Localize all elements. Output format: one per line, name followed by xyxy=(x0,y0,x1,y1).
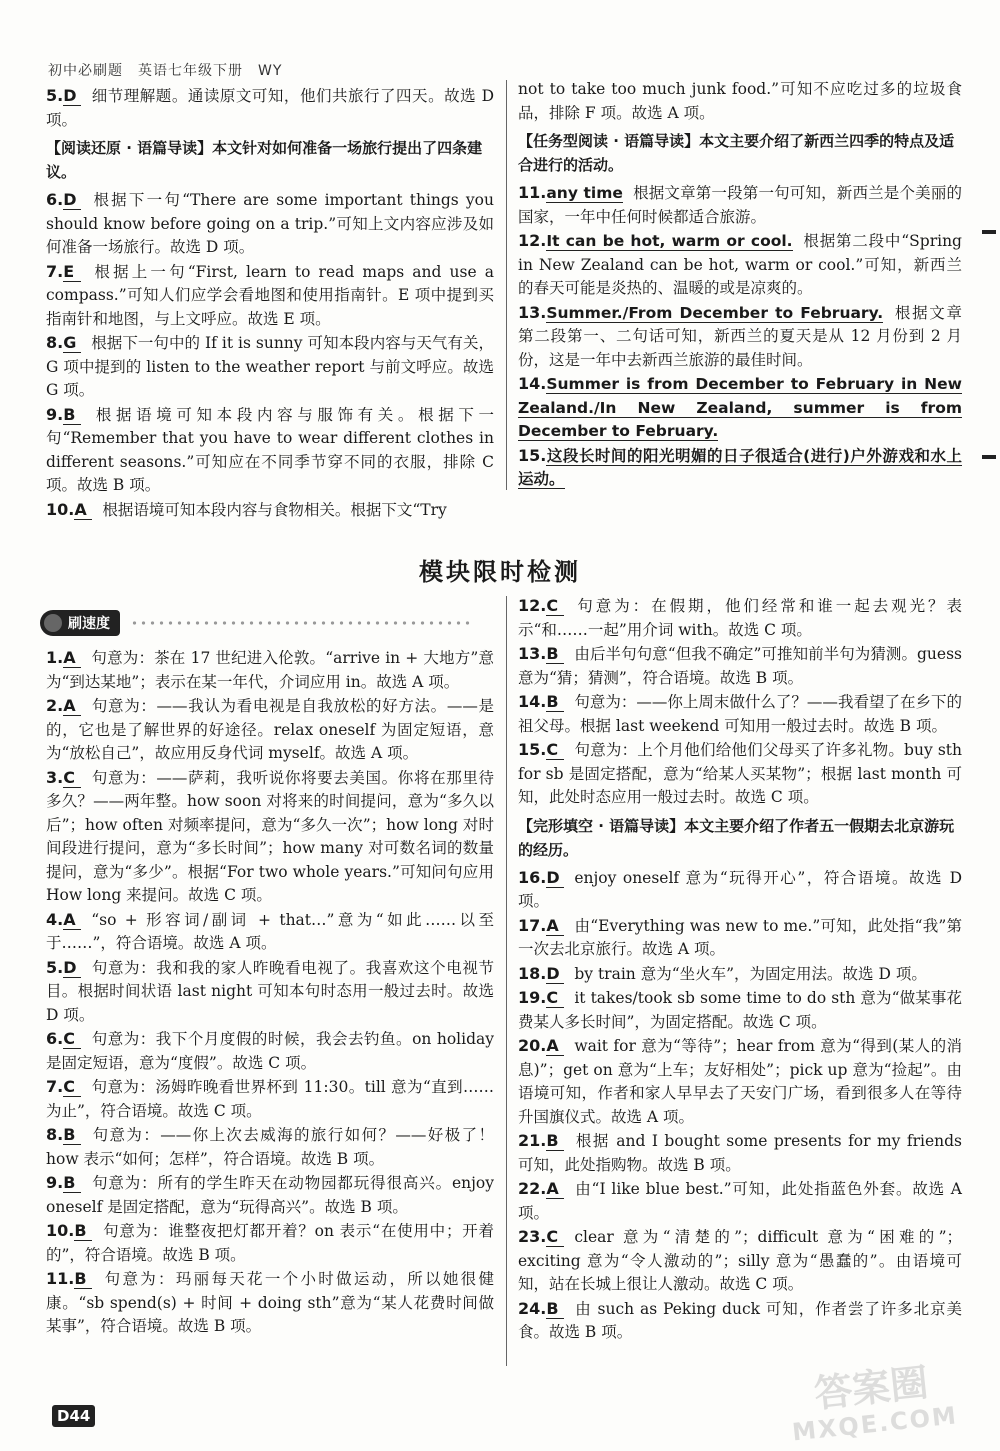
explanation-text: 细节理解题。通读原文可知，他们共旅行了四天。故选 D 项。 xyxy=(46,87,494,129)
explanation-text: 句意为：——我认为看电视是自我放松的好方法。——是的，它也是了解世界的好途径。relax oneself 为固定短语，意为“放松自己”，故应用反身代词 myself。故选 A 项。 xyxy=(46,697,494,762)
answer-item xyxy=(518,1129,962,1177)
question-number: 7. xyxy=(46,261,64,281)
answer-key: any time xyxy=(546,184,623,202)
explanation-text: 根据下一句“There are some important things you should know before going on a trip.”可知上文内容应涉及如何准备一场旅行。故选 D 项。 xyxy=(46,191,494,256)
explanation-text: 由 such as Peking duck 可知，作者尝了许多北京美食。故选 B 项。 xyxy=(518,1299,962,1341)
answer-item xyxy=(46,1123,494,1171)
explanation-text: 句意为：——萨莉，我听说你将要去美国。你将在那里待多久？——两年整。how soon 对将来的时间提问，意为“多久以后”；how often 对频率提问，意为“多久一次”；how long 对时间段进行提问，意为“多长时间”；how many 对可数名词的数量提问，意为“多少”。根据“For two whole years.”可知问句应用 How long 来提问。故选 C 项。 xyxy=(46,768,494,904)
explanation-text: wait for 意为“等待”；hear from 意为“得到(某人的消息)”；get on 意为“上车；友好相处”；pick up 意为“捡起”。由语境可知，作者和家人早早去了天安门广场，看到很多人在等待升国旗仪式。故选 A 项。 xyxy=(518,1037,962,1126)
dotted-line xyxy=(130,619,470,627)
explanation-text: 句意为：在假期，他们经常和谁一起去观光？表示“和……一起”用介词 with。故选 C 项。 xyxy=(518,597,962,639)
question-number: 2. xyxy=(46,696,64,715)
column-divider-bottom xyxy=(506,596,507,1366)
answer-item xyxy=(518,690,962,738)
answer-key: B xyxy=(546,1300,564,1319)
answer-item xyxy=(46,403,494,498)
question-number: 15. xyxy=(518,445,547,465)
explanation-text: 根据上一句“First, learn to read maps and use a compass.”可知人们应学会看地图和使用指南针。E 项中提到买指南针和地图，与上文呼应。故选 E 项。 xyxy=(46,262,494,328)
watermark-line1: 答案圈 xyxy=(812,1360,931,1416)
answer-item xyxy=(46,1267,494,1339)
answer-key: A xyxy=(546,1037,564,1056)
answer-key: D xyxy=(63,191,81,210)
question-number: 24. xyxy=(518,1298,547,1318)
answer-key: C xyxy=(63,1030,81,1049)
reading-guide: 【任务型阅读 · 语篇导读】本文主要介绍了新西兰四季的特点及适合进行的活动。 xyxy=(518,132,955,174)
question-number: 8. xyxy=(46,1125,64,1144)
explanation-text: 句意为：——你上周末做什么了？——我看望了在乡下的祖父母。根据 last weekend 可知用一般过去时。故选 B 项。 xyxy=(518,693,962,735)
speed-badge-pill xyxy=(40,610,120,636)
explanation-text: 句意为：我和我的家人昨晚看电视了。我喜欢这个电视节目。根据时间状语 last night 可知本句时态用一般过去时。故选 D 项。 xyxy=(46,958,494,1024)
answer-key: G xyxy=(63,334,81,353)
answer-item xyxy=(46,498,494,523)
explanation-text: it takes/took sb some time to do sth 意为“做某事花费某人多长时间”，为固定搭配。故选 C 项。 xyxy=(518,989,962,1031)
answer-key: A xyxy=(546,1180,564,1199)
question-number: 12. xyxy=(518,596,547,615)
question-number: 6. xyxy=(46,1029,64,1048)
question-number: 11. xyxy=(518,183,547,202)
explanation-text: by train 意为“坐火车”，为固定用法。故选 D 项。 xyxy=(574,964,927,983)
answer-key: B xyxy=(74,1222,92,1241)
edge-mark xyxy=(982,230,996,234)
answer-item xyxy=(46,1027,494,1075)
explanation-text: enjoy oneself 意为“玩得开心”，符合语境。故选 D 项。 xyxy=(518,868,962,910)
answer-key: D xyxy=(546,869,564,888)
speed-badge xyxy=(40,610,470,636)
top-right-column xyxy=(518,78,962,492)
explanation-text: 根据语境可知本段内容与服饰有关。根据下一句“Remember that you have to wear different clothes in different seasons.”可知应在不同季节穿不同的衣服，排除 C 项。故选 B 项。 xyxy=(46,405,494,494)
question-number: 23. xyxy=(518,1227,547,1246)
page-header: 初中必刷题 英语七年级下册 WY xyxy=(48,63,283,79)
explanation-text: 句意为：——你上次去威海的旅行如何？——好极了！how 表示“如何；怎样”，符合语境。故选 B 项。 xyxy=(46,1126,494,1168)
answer-key: D xyxy=(546,965,564,984)
answer-item xyxy=(518,1034,962,1129)
answer-key: A xyxy=(63,697,81,716)
answer-item xyxy=(518,444,962,492)
answer-item xyxy=(46,84,494,132)
answer-key: B xyxy=(546,645,564,664)
explanation-text: 根据文章第一段第一句可知，新西兰是个美丽的国家，一年中任何时候都适合旅游。 xyxy=(518,184,962,226)
question-number: 6. xyxy=(46,190,64,209)
edge-mark xyxy=(982,455,996,459)
answer-item xyxy=(518,1225,962,1297)
answer-item xyxy=(46,646,494,694)
explanation-text: “so + 形容词/副词 + that…”意为“如此……以至于……”，符合语境。故选 A 项。 xyxy=(46,910,494,952)
explanation-text: clear 意为“清楚的”；difficult 意为“困难的”；exciting 意为“令人激动的”；silly 意为“愚蠢的”。由语境可知，站在长城上很让人激动。故选 C 项。 xyxy=(518,1228,962,1293)
question-number: 22. xyxy=(518,1179,547,1198)
column-divider-top xyxy=(506,80,507,490)
answer-item xyxy=(518,181,962,229)
answer-item xyxy=(518,962,962,987)
question-number: 21. xyxy=(518,1131,547,1150)
answer-item xyxy=(518,1297,962,1345)
answer-item xyxy=(518,301,962,373)
question-number: 9. xyxy=(46,404,64,424)
answer-key: C xyxy=(63,769,81,788)
question-number: 13. xyxy=(518,302,547,322)
answer-key: C xyxy=(546,989,564,1008)
answer-item xyxy=(46,331,494,403)
section-title: 模块限时检测 xyxy=(419,558,581,586)
question-number: 20. xyxy=(518,1036,547,1055)
answer-key: C xyxy=(546,741,564,760)
answer-item xyxy=(46,956,494,1028)
question-number: 17. xyxy=(518,915,547,935)
answer-key: B xyxy=(546,1132,564,1151)
explanation-text: 句意为：我下个月度假的时候，我会去钓鱼。on holiday 是固定短语，意为“度假”。故选 C 项。 xyxy=(46,1030,494,1072)
explanation-text: 根据文章第二段第一、二句话可知，新西兰的夏天是从 12 月份到 2 月份，这是一年中去新西兰旅游的最佳时间。 xyxy=(518,303,962,369)
question-number: 13. xyxy=(518,644,547,663)
answer-key: A xyxy=(63,911,81,930)
question-number: 3. xyxy=(46,767,64,787)
answer-item xyxy=(46,908,494,956)
reading-guide: 【阅读还原 · 语篇导读】本文针对如何准备一场旅行提出了四条建议。 xyxy=(46,139,483,181)
explanation-text: 句意为：上个月他们给他们父母买了许多礼物。buy sth for sb 是固定搭配，意为“给某人买某物”；根据 last month 可知，此处时态应用一般过去时。故选 C 项。 xyxy=(518,741,962,806)
question-number: 5. xyxy=(46,957,64,977)
explanation-text: 由后半句句意“但我不确定”可推知前半句为猜测。guess 意为“猜；猜测”，符合语境。故选 B 项。 xyxy=(518,645,962,687)
answer-key: B xyxy=(63,1126,81,1145)
answer-key: C xyxy=(546,1228,564,1247)
answer-key: B xyxy=(63,1174,81,1193)
question-number: 16. xyxy=(518,867,547,887)
answer-item xyxy=(518,642,962,690)
answer-key: A xyxy=(546,917,564,936)
answer-key: B xyxy=(546,693,564,712)
answer-item xyxy=(46,1171,494,1219)
explanation-text: 根据下一句中的 If it is sunny 可知本段内容与天气有关，G 项中提到的 listen to the weather report 与前文呼应。故选 G 项。 xyxy=(46,334,494,399)
answer-item xyxy=(46,694,494,766)
speed-badge-label: 刷速度 xyxy=(68,616,110,632)
answer-key: B xyxy=(74,1270,92,1289)
answer-key: C xyxy=(546,597,564,616)
answer-key: Summer./From December to February. xyxy=(546,303,884,322)
bottom-right-column xyxy=(518,594,962,1345)
top-left-column xyxy=(46,84,494,522)
watermark-line2: MXQE.COM xyxy=(790,1401,960,1447)
answer-key: 这段长时间的阳光明媚的日子很适合(进行)户外游戏和水上运动。 xyxy=(518,446,962,488)
question-number: 18. xyxy=(518,963,547,983)
question-number: 1. xyxy=(46,648,64,667)
question-number: 5. xyxy=(46,86,64,105)
question-number: 14. xyxy=(518,374,547,393)
answer-item xyxy=(46,1219,494,1267)
question-number: 12. xyxy=(518,231,547,250)
answer-item xyxy=(46,260,494,332)
answer-item xyxy=(518,738,962,810)
answer-key: D xyxy=(63,87,81,106)
question-number: 10. xyxy=(46,499,75,519)
explanation-text: 根据第二段中“Spring in New Zealand can be hot, warm or cool.”可知，新西兰的春天可能是炎热的、温暖的或是凉爽的。 xyxy=(518,232,962,297)
answer-item xyxy=(518,78,962,125)
question-number: 9. xyxy=(46,1173,64,1192)
watermark-logo xyxy=(787,1362,960,1451)
answer-item xyxy=(518,866,962,914)
answer-item xyxy=(46,766,494,908)
answer-key: D xyxy=(63,959,81,978)
explanation-text: 句意为：所有的学生昨天在动物园都玩得很高兴。enjoy oneself 是固定搭配，意为“玩得高兴”。故选 B 项。 xyxy=(46,1174,494,1216)
answer-key: It can be hot, warm or cool. xyxy=(546,232,793,250)
page-number: D44 xyxy=(52,1405,95,1427)
question-number: 11. xyxy=(46,1269,75,1288)
answer-item xyxy=(518,372,962,444)
question-number: 14. xyxy=(518,692,547,711)
explanation-text: 句意为：茶在 17 世纪进入伦敦。“arrive in + 大地方”意为“到达某地”；表示在某一年代，介词应用 in。故选 A 项。 xyxy=(46,649,494,691)
answer-key: A xyxy=(63,649,81,668)
answer-item xyxy=(46,188,494,260)
reading-guide: 【完形填空 · 语篇导读】本文主要介绍了作者五一假期去北京游玩的经历。 xyxy=(518,816,955,859)
explanation-text: 根据 and I bought some presents for my friends 可知，此处指购物。故选 B 项。 xyxy=(518,1132,962,1174)
explanation-text: 根据语境可知本段内容与食物相关。根据下文“Try xyxy=(102,500,447,519)
question-number: 10. xyxy=(46,1221,75,1240)
question-number: 8. xyxy=(46,333,64,352)
question-number: 15. xyxy=(518,740,547,759)
explanation-text: 句意为：汤姆昨晚看世界杯到 11:30。till 意为“直到……为止”，符合语境。故选 C 项。 xyxy=(46,1078,494,1120)
answer-key: E xyxy=(63,263,81,282)
question-number: 19. xyxy=(518,988,547,1007)
answer-item xyxy=(518,594,962,642)
question-number: 4. xyxy=(46,909,64,929)
explanation-text: 句意为：玛丽每天花一个小时做运动，所以她很健康。“sb spend(s) + 时间 + doing sth”意为“某人花费时间做某事”，符合语境。故选 B 项。 xyxy=(46,1270,494,1335)
explanation-text: 由“Everything was new to me.”可知，此处指“我”第一次去北京旅行。故选 A 项。 xyxy=(518,916,962,958)
answer-key: C xyxy=(63,1078,81,1097)
explanation-text: 句意为：谁整夜把灯都开着？on 表示“在使用中；开着的”，符合语境。故选 B 项。 xyxy=(46,1222,494,1264)
answer-item xyxy=(518,229,962,301)
bottom-left-column xyxy=(46,646,494,1339)
question-number: 7. xyxy=(46,1077,64,1096)
answer-key: A xyxy=(74,501,92,520)
answer-item xyxy=(518,986,962,1034)
answer-item xyxy=(518,1177,962,1225)
answer-key: B xyxy=(63,406,81,425)
answer-key: Summer is from December to February in New Zealand./In New Zealand, summer is from December to February. xyxy=(518,375,962,440)
explanation-text: 由“I like blue best.”可知，此处指蓝色外套。故选 A 项。 xyxy=(518,1180,962,1222)
answer-item xyxy=(518,914,962,962)
answer-item xyxy=(46,1075,494,1123)
explanation-text: not to take too much junk food.”可知不应吃过多的垃圾食品，排除 F 项。故选 A 项。 xyxy=(518,80,962,122)
